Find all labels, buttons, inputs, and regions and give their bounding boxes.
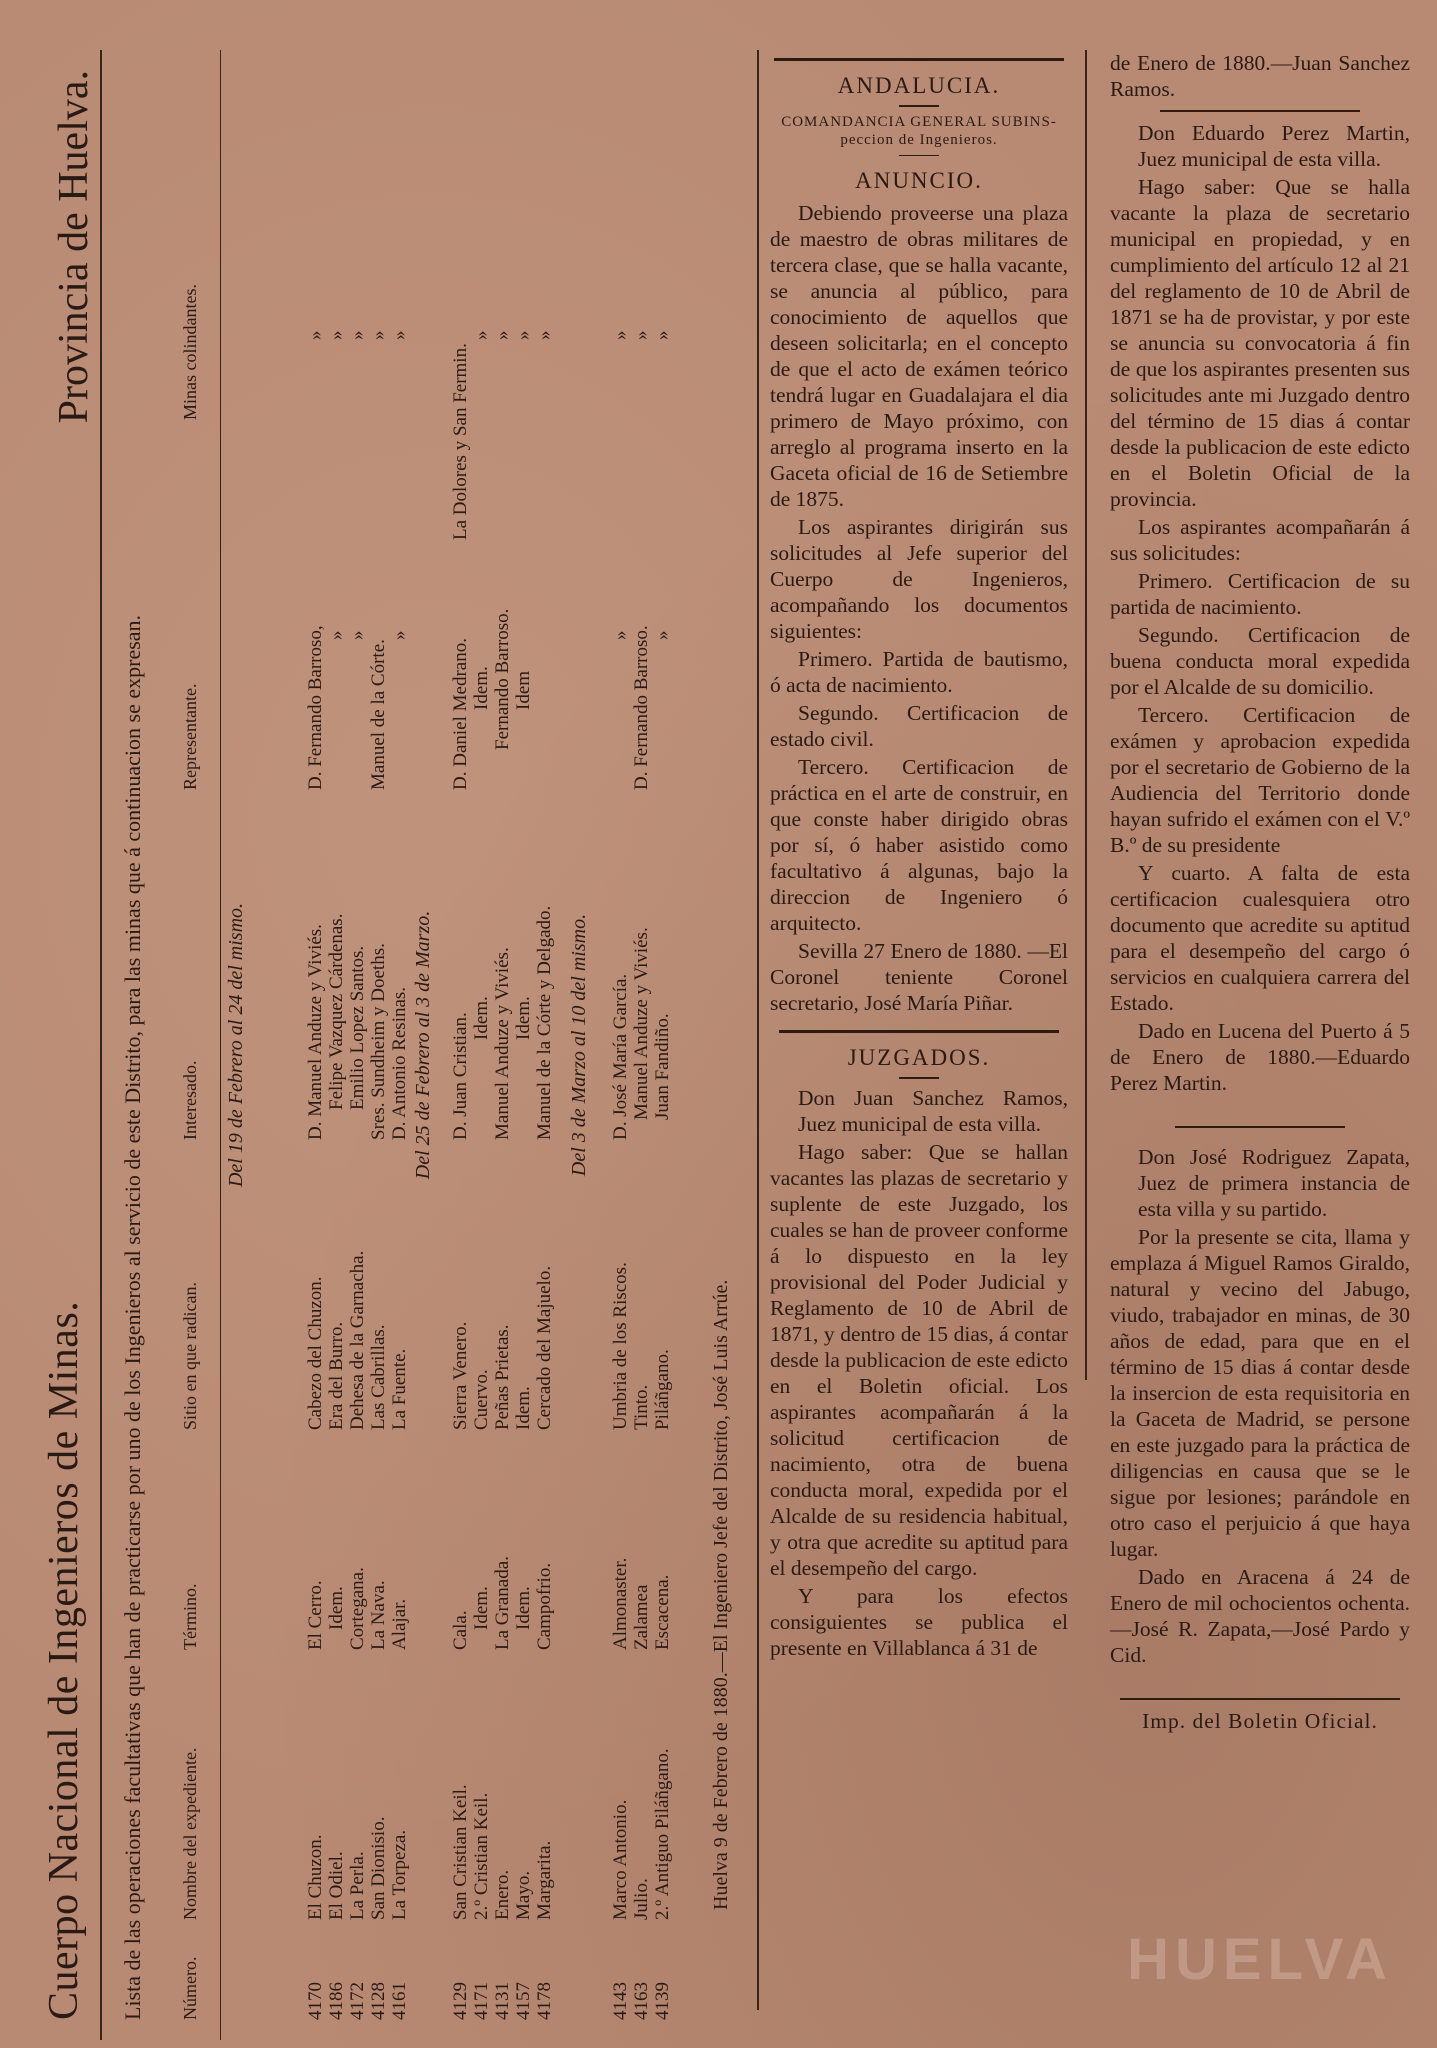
edict-header: Don José Rodriguez Zapata, Juez de primera instancia de esta villa y su partido. bbox=[1138, 1145, 1410, 1221]
col-numero: Número. bbox=[180, 1956, 200, 2020]
cell-interesado: Idem. bbox=[513, 996, 534, 1040]
cell-nombre: San Cristian Keil. bbox=[450, 1784, 471, 1920]
cell-termino: Almonaster. bbox=[610, 1557, 631, 1650]
col-nombre: Nombre del expediente. bbox=[180, 1747, 200, 1920]
cell-interesado: D. Antonio Resinas. bbox=[389, 986, 410, 1140]
col-sitio: Sitio en que radican. bbox=[180, 1282, 200, 1430]
cell-interesado: Manuel Anduze y Viviés. bbox=[492, 947, 513, 1140]
cell-nombre: Marco Antonio. bbox=[610, 1799, 631, 1920]
edict-paragraph: Y cuarto. A falta de esta certificacion cualesquiera otro documento que acredite su aptitud para el desempeño del cargo ó servicios en cualquiera carrera del Estado. bbox=[1110, 861, 1410, 1015]
table-row bbox=[652, 50, 674, 2040]
cell-colindantes: » bbox=[389, 330, 410, 340]
table-row bbox=[347, 50, 369, 2040]
archive-watermark: HUELVA bbox=[1127, 1927, 1393, 1992]
cell-representante: D. Fernando Barroso. bbox=[631, 625, 652, 790]
cell-colindantes: La Dolores y San Fermin. bbox=[450, 343, 471, 540]
cell-sitio: Peñas Prietas. bbox=[492, 1324, 513, 1430]
heading-dash bbox=[899, 1077, 939, 1079]
col-interesado: Interesado. bbox=[180, 1060, 200, 1140]
cell-nombre: Julio. bbox=[631, 1878, 652, 1920]
edict-paragraph: Primero. Certificacion de su partida de nacimiento. bbox=[1110, 569, 1410, 619]
cell-numero: 4163 bbox=[631, 1982, 652, 2020]
edict-header: Don Juan Sanchez Ramos, Juez municipal de esta villa. bbox=[798, 1085, 1068, 1136]
column-2 bbox=[1110, 50, 1410, 1736]
anuncio-paragraph: Primero. Partida de bautismo, ó acta de nacimiento. bbox=[770, 647, 1068, 697]
cell-sitio: Sierra Venero. bbox=[450, 1321, 471, 1430]
cell-colindantes: » bbox=[305, 330, 326, 340]
col-termino: Término. bbox=[180, 1583, 200, 1650]
cell-colindantes: » bbox=[368, 330, 389, 340]
rotated-table bbox=[20, 50, 750, 2040]
cell-colindantes: » bbox=[534, 330, 555, 340]
cell-representante: » bbox=[326, 630, 347, 640]
col-representante: Representante. bbox=[180, 683, 200, 790]
cell-numero: 4171 bbox=[471, 1982, 492, 2020]
cell-interesado: Juan Fandiño. bbox=[652, 1013, 673, 1120]
cell-interesado: Emilio Lopez Santos. bbox=[347, 945, 368, 1110]
list-subtitle: Lista de las operaciones facultativas que han de practicarse por uno de los Ingenieros al servicio de este Distrito, para las minas que á continuacion se expresan. bbox=[120, 614, 145, 2020]
cell-representante: Idem. bbox=[471, 666, 492, 710]
table-row bbox=[368, 50, 390, 2040]
column-rule-left bbox=[757, 50, 759, 2010]
cell-termino: La Nava. bbox=[368, 1580, 389, 1650]
cell-sitio: Tinto. bbox=[631, 1384, 652, 1430]
table-row bbox=[492, 50, 514, 2040]
cell-nombre: 2.º Cristian Keil. bbox=[471, 1792, 492, 1920]
anuncio-paragraph: Los aspirantes dirigirán sus solicitudes al Jefe superior del Cuerpo de Ingenieros, acompañando los documentos siguientes: bbox=[770, 515, 1068, 643]
table-row bbox=[389, 50, 411, 2040]
cell-termino: Cortegana. bbox=[347, 1567, 368, 1650]
cell-nombre: La Torpeza. bbox=[389, 1829, 410, 1920]
corps-title: Cuerpo Nacional de Ingenieros de Minas. bbox=[41, 1300, 87, 2020]
anuncio-heading: ANUNCIO. bbox=[855, 168, 983, 193]
table-row bbox=[610, 50, 632, 2040]
engineer-signature: Huelva 9 de Febrero de 1880.—El Ingeniero Jefe del Distrito, José Luis Arrúe. bbox=[710, 1279, 732, 1910]
section-rule bbox=[1120, 1698, 1400, 1700]
cell-numero: 4170 bbox=[305, 1982, 326, 2020]
cell-colindantes: » bbox=[471, 330, 492, 340]
edict-header: Don Eduardo Perez Martin, Juez municipal de esta villa. bbox=[1138, 121, 1410, 171]
edict-paragraph: Segundo. Certificacion de buena conducta moral expedida por el Alcalde de su domicilio. bbox=[1110, 623, 1410, 699]
cell-representante: D. Daniel Medrano. bbox=[450, 638, 471, 790]
col-colindantes: Minas colindantes. bbox=[180, 284, 200, 420]
cell-nombre: Margarita. bbox=[534, 1840, 555, 1920]
cell-interesado: Felipe Vazquez Cárdenas. bbox=[326, 913, 347, 1110]
cell-nombre: 2.º Antiguo Piláñgano. bbox=[652, 1748, 673, 1920]
edict-paragraph: Por la presente se cita, llama y emplaza á Miguel Ramos Giraldo, natural y vecino del Jabugo, viudo, trabajador en minas, de 30 años de edad, para que en el término de 15 dias á contar desde la insercion de esta requisitoria en la Gaceta de Madrid, se persone en este juzgado para la práctica de diligencias en causa que se le sigue por lesiones; parándole en otro caso el perjuicio á que haya lugar. bbox=[1110, 1225, 1410, 1561]
cell-interesado: D. Juan Cristian. bbox=[450, 1012, 471, 1140]
cell-colindantes: » bbox=[347, 330, 368, 340]
cell-numero: 4157 bbox=[513, 1982, 534, 2020]
cell-colindantes: » bbox=[492, 330, 513, 340]
cell-sitio: Las Cabrillas. bbox=[368, 1324, 389, 1430]
cell-interesado: D. Manuel Anduze y Viviés. bbox=[305, 924, 326, 1140]
edict-paragraph: Y para los efectos consiguientes se publica el presente en Villablanca á 31 de bbox=[770, 1583, 1068, 1660]
cell-representante: » bbox=[347, 630, 368, 640]
cell-representante: » bbox=[610, 630, 631, 640]
cell-nombre: Mayo. bbox=[513, 1870, 534, 1920]
cell-sitio: Cabezo del Chuzon. bbox=[305, 1276, 326, 1430]
cell-colindantes: » bbox=[652, 330, 673, 340]
cell-nombre: La Perla. bbox=[347, 1851, 368, 1920]
cell-nombre: San Dionisio. bbox=[368, 1816, 389, 1920]
anuncio-paragraph: Debiendo proveerse una plaza de maestro de obras militares de tercera clase, que se halla vacante, se anuncia al público, para conocimiento de aquellos que deseen solicitarla; en el concepto de que el acto de exámen teórico tendrá lugar en Guadalajara el dia primero de Mayo próximo, con arreglo al programa inserto en la Gaceta oficial de 16 de Setiembre de 1875. bbox=[770, 201, 1068, 511]
cell-representante: Fernando Barroso. bbox=[492, 608, 513, 750]
anuncio-paragraph: Tercero. Certificacion de práctica en el arte de construir, en que conste haber dirigido obras por sí, ó haber asistido como facultativo á algunas, bajo la direccion de Ingeniero ó arquitecto. bbox=[770, 755, 1068, 935]
cell-termino: El Cerro. bbox=[305, 1580, 326, 1650]
printer-imprint: Imp. del Boletin Oficial. bbox=[1142, 1709, 1378, 1733]
cell-numero: 4172 bbox=[347, 1982, 368, 2020]
cell-numero: 4186 bbox=[326, 1982, 347, 2020]
section-rule bbox=[1175, 1126, 1345, 1128]
province-title: Provincia de Huelva. bbox=[51, 70, 97, 424]
edict-paragraph: Los aspirantes acompañarán á sus solicitudes: bbox=[1110, 515, 1410, 565]
table-row bbox=[305, 50, 327, 2040]
cell-termino: Escacena. bbox=[652, 1574, 673, 1650]
column-1 bbox=[770, 50, 1068, 1663]
section-rule bbox=[1160, 110, 1360, 112]
edict-signature: de Enero de 1880.—Juan Sanchez Ramos. bbox=[1110, 51, 1410, 101]
table-row bbox=[513, 50, 535, 2040]
cell-nombre: El Chuzon. bbox=[305, 1834, 326, 1920]
cell-representante: Idem bbox=[513, 670, 534, 710]
cell-representante: D. Fernando Barroso, bbox=[305, 625, 326, 790]
andalucia-heading: ANDALUCIA. bbox=[837, 73, 1001, 98]
cell-termino: La Granada. bbox=[492, 1556, 513, 1650]
table-header bbox=[170, 50, 221, 2040]
cell-interesado: D. José María García. bbox=[610, 973, 631, 1140]
cell-termino: Zalamea bbox=[631, 1584, 652, 1650]
edict-signature: Dado en Lucena del Puerto á 5 de Enero de 1880.—Eduardo Perez Martin. bbox=[1110, 1019, 1410, 1095]
cell-sitio: Dehesa de la Garnacha. bbox=[347, 1250, 368, 1430]
cell-nombre: El Odiel. bbox=[326, 1851, 347, 1920]
header-rule bbox=[100, 50, 102, 2040]
cell-termino: Idem. bbox=[513, 1586, 534, 1630]
cell-termino: Alajar. bbox=[389, 1598, 410, 1650]
cell-sitio: Cercado del Majuelo. bbox=[534, 1265, 555, 1430]
cell-sitio: Era del Burro. bbox=[326, 1321, 347, 1430]
edict-paragraph: Tercero. Certificacion de exámen y aprobacion expedida por el secretario de Gobierno de la Audiencia del Territorio donde hayan sufrido el exámen con el V.º B.º de su presidente bbox=[1110, 703, 1410, 857]
edict-signature: Dado en Aracena á 24 de Enero de mil ochocientos ochenta.—José R. Zapata,—José Pardo y Cid. bbox=[1110, 1565, 1410, 1667]
comandancia-subheading: COMANDANCIA GENERAL SUBINS- peccion de Ingenieros. bbox=[781, 113, 1057, 148]
anuncio-paragraph: Segundo. Certificacion de estado civil. bbox=[770, 701, 1068, 751]
cell-representante: Manuel de la Córte. bbox=[368, 639, 389, 790]
section-rule bbox=[779, 1030, 1059, 1033]
cell-colindantes: » bbox=[326, 330, 347, 340]
period-label: Del 3 de Marzo al 10 del mismo. bbox=[568, 913, 590, 1177]
table-row bbox=[326, 50, 348, 2040]
table-row bbox=[450, 50, 472, 2040]
cell-termino: Cala. bbox=[450, 1610, 471, 1650]
cell-colindantes: » bbox=[610, 330, 631, 340]
cell-representante: » bbox=[389, 630, 410, 640]
cell-termino: Campofrio. bbox=[534, 1562, 555, 1650]
juzgados-heading: JUZGADOS. bbox=[847, 1045, 991, 1070]
period-label: Del 25 de Febrero al 3 de Marzo. bbox=[412, 910, 434, 1180]
cell-numero: 4143 bbox=[610, 1982, 631, 2020]
cell-sitio: Piláñgano. bbox=[652, 1349, 673, 1430]
period-label: Del 19 de Febrero al 24 del mismo. bbox=[225, 902, 247, 1188]
table-row bbox=[471, 50, 493, 2040]
cell-interesado: Manuel de la Córte y Delgado. bbox=[534, 905, 555, 1140]
cell-numero: 4161 bbox=[389, 1982, 410, 2020]
anuncio-signature: Sevilla 27 Enero de 1880. —El Coronel teniente Coronel secretario, José María Piñar. bbox=[770, 939, 1068, 1015]
cell-interesado: Manuel Anduze y Viviés. bbox=[631, 927, 652, 1120]
cell-numero: 4129 bbox=[450, 1982, 471, 2020]
column-rule-middle bbox=[1085, 50, 1087, 1380]
cell-interesado: Idem. bbox=[471, 996, 492, 1040]
cell-termino: Idem. bbox=[326, 1586, 347, 1630]
cell-representante: » bbox=[652, 630, 673, 640]
cell-sitio: La Fuente. bbox=[389, 1348, 410, 1430]
heading-dash bbox=[899, 155, 939, 157]
cell-colindantes: » bbox=[513, 330, 534, 340]
cell-nombre: Enero. bbox=[492, 1869, 513, 1920]
cell-sitio: Umbria de los Riscos. bbox=[610, 1262, 631, 1430]
cell-termino: Idem. bbox=[471, 1586, 492, 1630]
table-row bbox=[631, 50, 653, 2040]
edict-paragraph: Hago saber: Que se halla vacante la plaza de secretario municipal en propiedad, y en cumplimiento del artículo 12 al 21 del reglamento de 10 de Abril de 1871 se ha de provistar, y por este se anuncia su convocatoria á fin de que los aspirantes presenten sus solicitudes ante mi Juzgado dentro del término de 15 dias á contar desde la publicacion de este edicto en el Boletin Oficial de la provincia. bbox=[1110, 175, 1410, 511]
cell-interesado: Sres. Sundheim y Doeths. bbox=[368, 943, 389, 1140]
cell-sitio: Idem. bbox=[513, 1386, 534, 1430]
section-rule bbox=[774, 58, 1064, 61]
cell-sitio: Cuervo. bbox=[471, 1369, 492, 1430]
cell-numero: 4131 bbox=[492, 1982, 513, 2020]
heading-dash bbox=[899, 105, 939, 107]
edict-paragraph: Hago saber: Que se hallan vacantes las plazas de secretario y suplente de este Juzgado, los cuales se han de proveer conforme á lo dispuesto en la ley provisional del Poder Judicial y Reglamento de 10 de Abril de 1871, y dentro de 15 dias, á contar desde la publicacion de este edicto en el Boletin oficial. Los aspirantes acompañarán á la solicitud certificacion de nacimiento, otra de buena conducta moral, expedida por el Alcalde de su residencia habitual, y otra que acredite su aptitud para el desempeño del cargo. bbox=[770, 1139, 1068, 1580]
table-row bbox=[534, 50, 556, 2040]
cell-numero: 4178 bbox=[534, 1982, 555, 2020]
cell-colindantes: » bbox=[631, 330, 652, 340]
cell-numero: 4128 bbox=[368, 1982, 389, 2020]
mining-operations-section bbox=[20, 50, 750, 2040]
cell-numero: 4139 bbox=[652, 1982, 673, 2020]
